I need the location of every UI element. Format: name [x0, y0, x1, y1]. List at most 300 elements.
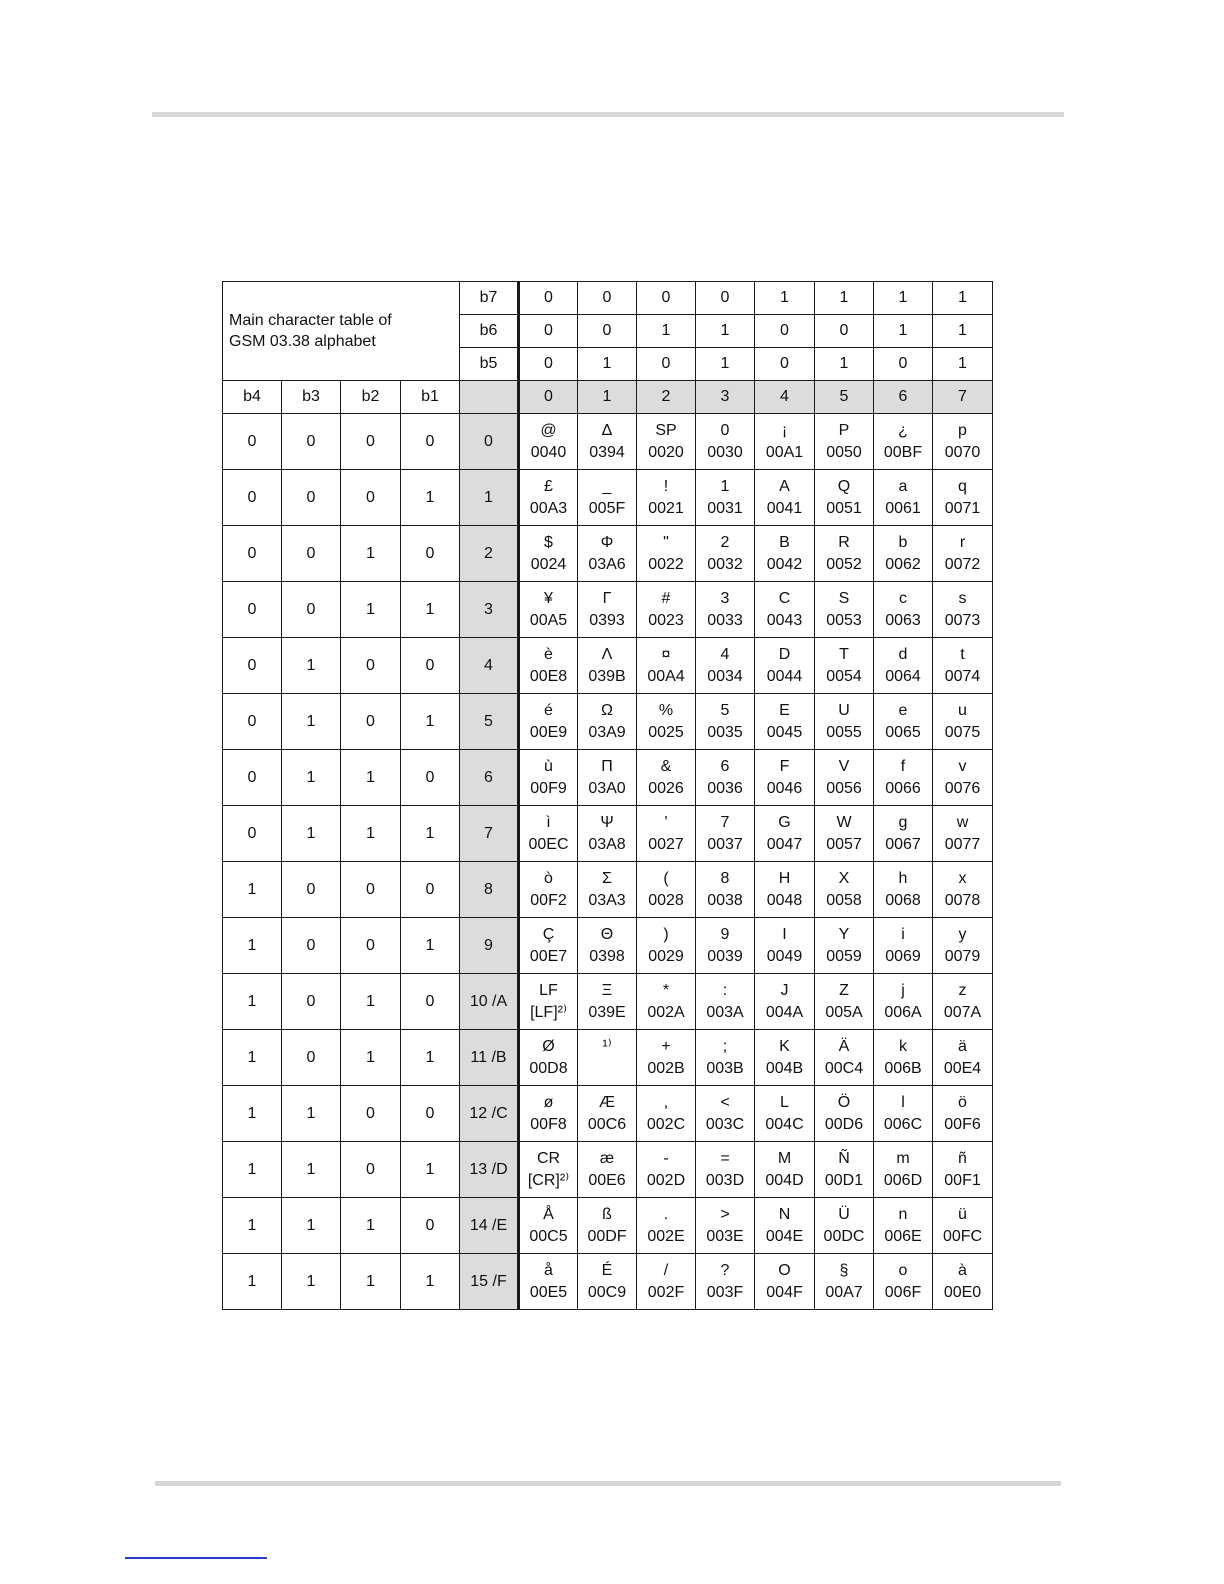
char-glyph: Λ [601, 645, 613, 663]
row-index: 4 [460, 638, 519, 694]
row-bit: 0 [223, 414, 282, 470]
table-row [223, 750, 993, 806]
char-code: 006B [884, 1059, 922, 1077]
char-glyph: å [544, 1261, 553, 1279]
char-code: 00A4 [647, 667, 685, 685]
char-glyph: Ξ [601, 981, 613, 999]
char-code: 0035 [707, 723, 743, 741]
char-glyph: u [958, 701, 967, 719]
row-bit: 0 [282, 414, 341, 470]
row-bit: 1 [223, 1030, 282, 1086]
char-glyph: / [663, 1261, 669, 1279]
row-bit: 1 [341, 974, 401, 1030]
char-glyph: . [663, 1205, 669, 1223]
char-code: 005F [588, 499, 626, 517]
char-glyph: ù [544, 757, 553, 775]
char-code: 00D8 [529, 1059, 568, 1077]
row-bit: 1 [401, 1142, 460, 1198]
char-glyph: N [778, 1205, 791, 1223]
table-row [223, 918, 993, 974]
char-code: 00DF [587, 1227, 627, 1245]
bit-value: 0 [519, 348, 578, 381]
char-code: 00F1 [944, 1171, 981, 1189]
char-glyph: è [544, 645, 553, 663]
char-glyph: ü [958, 1205, 967, 1223]
char-glyph: 5 [720, 701, 730, 719]
char-code: 0046 [766, 779, 803, 797]
row-bit: 1 [401, 918, 460, 974]
table-row [223, 1254, 993, 1310]
char-glyph: # [661, 589, 671, 607]
row-index: 1 [460, 470, 519, 526]
footer-link-underline [125, 1557, 267, 1559]
char-code: 006E [884, 1227, 922, 1245]
char-glyph: Ä [838, 1037, 850, 1055]
char-code: 0398 [589, 947, 625, 965]
table-title-line: GSM 03.38 alphabet [229, 333, 376, 350]
row-bit: 1 [341, 526, 401, 582]
char-code: 03A0 [588, 779, 626, 797]
char-code: 00EC [528, 835, 569, 853]
char-cell [755, 470, 815, 526]
char-glyph: ò [544, 869, 553, 887]
char-code: 005A [825, 1003, 863, 1021]
row-bit: 0 [401, 526, 460, 582]
char-cell [874, 974, 933, 1030]
char-glyph: P [838, 421, 850, 439]
char-cell [755, 638, 815, 694]
char-glyph: & [660, 757, 672, 775]
char-code: 0043 [766, 611, 803, 629]
char-code: 0394 [589, 443, 625, 461]
row-bit: 0 [223, 806, 282, 862]
corner-cell [460, 381, 519, 414]
char-glyph: q [958, 477, 967, 495]
char-cell [696, 1254, 755, 1310]
char-code: 0050 [826, 443, 862, 461]
char-cell [519, 694, 578, 750]
table-row [223, 414, 993, 470]
column-index-row [223, 381, 993, 414]
char-cell [874, 582, 933, 638]
row-bit: 0 [401, 1198, 460, 1254]
row-bit: 1 [223, 1142, 282, 1198]
char-glyph: f [900, 757, 906, 775]
char-code: 0063 [885, 611, 921, 629]
low-bit-header: b1 [401, 381, 460, 414]
char-glyph: LF [539, 981, 558, 999]
char-glyph: Δ [601, 421, 613, 439]
row-index: 15 /F [460, 1254, 519, 1310]
bit-value: 1 [933, 315, 993, 348]
row-index: 2 [460, 526, 519, 582]
char-code: 0074 [944, 667, 981, 685]
char-cell [933, 750, 993, 806]
char-cell [874, 526, 933, 582]
char-code: 0059 [826, 947, 862, 965]
char-cell [578, 470, 637, 526]
char-cell [874, 806, 933, 862]
char-glyph: e [898, 701, 908, 719]
char-glyph: D [778, 645, 791, 663]
char-code: 00FC [942, 1227, 983, 1245]
char-glyph: 3 [720, 589, 730, 607]
char-code: 002F [647, 1283, 685, 1301]
char-glyph: ¡ [781, 421, 788, 439]
char-code: 0047 [766, 835, 803, 853]
char-cell [519, 414, 578, 470]
char-cell [637, 918, 696, 974]
char-glyph: ! [663, 477, 669, 495]
row-bit: 1 [341, 582, 401, 638]
char-glyph: Φ [600, 533, 614, 551]
char-glyph: U [838, 701, 850, 719]
row-bit: 1 [341, 750, 401, 806]
char-cell [815, 974, 874, 1030]
char-glyph: t [960, 645, 965, 663]
char-glyph: d [898, 645, 908, 663]
char-cell [815, 638, 874, 694]
char-code: 0061 [885, 499, 921, 517]
char-code: [CR]²⁾ [527, 1171, 570, 1189]
row-bit: 0 [401, 974, 460, 1030]
char-cell [637, 1030, 696, 1086]
row-index: 0 [460, 414, 519, 470]
char-code: 00F6 [944, 1115, 981, 1133]
char-cell [933, 582, 993, 638]
row-bit: 1 [401, 1254, 460, 1310]
bit-value: 1 [696, 315, 755, 348]
char-cell [637, 1254, 696, 1310]
column-index: 4 [755, 381, 815, 414]
char-code: 0037 [707, 835, 743, 853]
row-bit: 0 [223, 638, 282, 694]
char-cell [578, 974, 637, 1030]
char-code: 0058 [826, 891, 862, 909]
char-glyph: " [663, 533, 669, 551]
char-cell [933, 918, 993, 974]
bit-value: 0 [874, 348, 933, 381]
char-glyph: ¿ [898, 421, 908, 439]
row-bit: 1 [223, 1254, 282, 1310]
char-code: 002A [647, 1003, 685, 1021]
char-glyph: æ [599, 1149, 615, 1167]
char-cell [755, 974, 815, 1030]
bit-label: b5 [460, 348, 519, 381]
char-code: 0023 [648, 611, 684, 629]
row-bit: 1 [341, 1254, 401, 1310]
char-glyph: ¹⁾ [602, 1037, 612, 1055]
bit-value: 1 [933, 348, 993, 381]
char-code: 00BF [883, 443, 923, 461]
char-glyph: ö [958, 1093, 967, 1111]
row-bit: 1 [282, 638, 341, 694]
char-cell [519, 582, 578, 638]
char-glyph: n [898, 1205, 908, 1223]
row-bit: 0 [282, 974, 341, 1030]
char-cell [696, 470, 755, 526]
char-cell [755, 526, 815, 582]
footer-rule [155, 1481, 1061, 1486]
char-code: 003B [706, 1059, 744, 1077]
row-bit: 1 [401, 694, 460, 750]
table-row [223, 862, 993, 918]
char-code: 03A3 [588, 891, 626, 909]
char-cell [933, 1198, 993, 1254]
char-code: 003C [705, 1115, 745, 1133]
char-glyph: ä [958, 1037, 967, 1055]
char-code: 0031 [707, 499, 743, 517]
char-cell [755, 862, 815, 918]
char-cell [519, 1030, 578, 1086]
char-cell [696, 638, 755, 694]
char-code: 00F8 [530, 1115, 567, 1133]
column-index: 6 [874, 381, 933, 414]
char-glyph: Æ [599, 1093, 615, 1111]
char-code: 0021 [648, 499, 684, 517]
table-row [223, 582, 993, 638]
row-index: 6 [460, 750, 519, 806]
char-cell [637, 526, 696, 582]
table-row [223, 1142, 993, 1198]
header-rule [152, 112, 1064, 117]
table-row [223, 470, 993, 526]
char-glyph: SP [655, 421, 677, 439]
char-glyph: ( [663, 869, 669, 887]
char-cell [519, 638, 578, 694]
char-cell [874, 638, 933, 694]
char-cell [637, 414, 696, 470]
char-code: 003D [705, 1171, 745, 1189]
row-bit: 0 [282, 1030, 341, 1086]
char-cell [815, 470, 874, 526]
table-row [223, 974, 993, 1030]
row-bit: 0 [282, 862, 341, 918]
char-cell [874, 1030, 933, 1086]
char-glyph: K [779, 1037, 790, 1055]
char-glyph: w [956, 813, 969, 831]
row-index: 14 /E [460, 1198, 519, 1254]
char-code: 0025 [648, 723, 684, 741]
char-code: 004E [765, 1227, 804, 1245]
char-cell [519, 470, 578, 526]
char-glyph: Σ [602, 869, 612, 887]
char-glyph: ì [546, 813, 551, 831]
char-code: 0041 [766, 499, 803, 517]
char-glyph: @ [540, 421, 557, 439]
char-code: 00E6 [588, 1171, 626, 1189]
char-glyph: ; [722, 1037, 728, 1055]
char-cell [578, 1142, 637, 1198]
char-code: 0033 [707, 611, 743, 629]
char-code: 0066 [885, 779, 921, 797]
char-glyph: - [663, 1149, 669, 1167]
char-cell [874, 1254, 933, 1310]
char-cell [637, 1086, 696, 1142]
table-row [223, 694, 993, 750]
char-cell [637, 582, 696, 638]
char-cell [933, 862, 993, 918]
char-glyph: Y [838, 925, 850, 943]
char-cell [933, 414, 993, 470]
char-glyph: £ [544, 477, 553, 495]
char-code: 0393 [589, 611, 625, 629]
char-cell [874, 414, 933, 470]
row-bit: 0 [341, 638, 401, 694]
char-cell [874, 918, 933, 974]
char-glyph: k [899, 1037, 907, 1055]
char-cell [578, 1198, 637, 1254]
char-code: 0068 [885, 891, 921, 909]
char-code: 0065 [885, 723, 921, 741]
char-glyph: E [779, 701, 790, 719]
char-cell [519, 1086, 578, 1142]
char-code: 0067 [885, 835, 921, 853]
char-code: 03A9 [588, 723, 626, 741]
row-bit: 1 [282, 694, 341, 750]
char-glyph: Ö [837, 1093, 851, 1111]
bit-value: 1 [874, 315, 933, 348]
char-code: 0032 [707, 555, 743, 573]
char-cell [637, 1198, 696, 1254]
char-glyph: y [958, 925, 967, 943]
char-code: 0071 [944, 499, 981, 517]
char-code: 0052 [826, 555, 862, 573]
char-code: 0076 [944, 779, 981, 797]
row-bit: 0 [401, 750, 460, 806]
bit-value: 0 [637, 348, 696, 381]
char-code: 0040 [530, 443, 567, 461]
char-cell [933, 470, 993, 526]
char-code: 0028 [648, 891, 684, 909]
column-index: 5 [815, 381, 874, 414]
column-index: 7 [933, 381, 993, 414]
row-bit: 0 [282, 526, 341, 582]
char-glyph: z [958, 981, 967, 999]
char-cell [637, 750, 696, 806]
char-glyph: s [958, 589, 967, 607]
column-index: 1 [578, 381, 637, 414]
char-cell [578, 1086, 637, 1142]
char-glyph: G [778, 813, 791, 831]
row-bit: 0 [341, 694, 401, 750]
row-bit: 1 [223, 918, 282, 974]
char-cell [637, 974, 696, 1030]
char-glyph: ø [543, 1093, 554, 1111]
char-glyph: C [778, 589, 791, 607]
char-code: 0049 [766, 947, 803, 965]
char-glyph: * [662, 981, 670, 999]
char-cell [696, 750, 755, 806]
char-glyph: p [958, 421, 967, 439]
char-glyph: B [779, 533, 790, 551]
char-glyph: à [958, 1261, 967, 1279]
bit-value: 0 [755, 348, 815, 381]
row-bit: 0 [223, 582, 282, 638]
char-code: 002B [647, 1059, 685, 1077]
char-code: 00E0 [943, 1283, 982, 1301]
bit-value: 1 [933, 282, 993, 315]
char-code: 0020 [648, 443, 684, 461]
char-cell [578, 1030, 637, 1086]
char-cell [874, 694, 933, 750]
char-cell [815, 1254, 874, 1310]
char-cell [874, 1142, 933, 1198]
row-bit: 0 [401, 638, 460, 694]
row-bit: 1 [401, 806, 460, 862]
char-cell [696, 1142, 755, 1198]
char-code: 0055 [826, 723, 862, 741]
char-glyph: I [782, 925, 787, 943]
char-cell [755, 1254, 815, 1310]
char-cell [637, 1142, 696, 1198]
row-bit: 0 [341, 918, 401, 974]
char-code: 0078 [944, 891, 981, 909]
char-code: 0051 [826, 499, 862, 517]
column-index: 0 [519, 381, 578, 414]
char-glyph: 2 [720, 533, 730, 551]
table-title-line: Main character table of [229, 312, 392, 329]
char-glyph: ß [602, 1205, 612, 1223]
char-glyph: § [839, 1261, 849, 1279]
bit-value: 1 [874, 282, 933, 315]
char-code: 003A [706, 1003, 744, 1021]
row-bit: 1 [401, 582, 460, 638]
char-glyph: g [898, 813, 908, 831]
row-bit: 1 [282, 806, 341, 862]
char-cell [755, 918, 815, 974]
char-cell [696, 1030, 755, 1086]
char-code: 00D6 [824, 1115, 864, 1133]
char-code: 0024 [530, 555, 567, 573]
char-glyph: ? [720, 1261, 730, 1279]
char-cell [696, 918, 755, 974]
char-glyph: Z [839, 981, 849, 999]
char-code: 00C4 [824, 1059, 864, 1077]
char-code: 006C [883, 1115, 923, 1133]
char-glyph: o [898, 1261, 908, 1279]
row-bit: 0 [401, 1086, 460, 1142]
char-code: 00F9 [530, 779, 567, 797]
column-index: 3 [696, 381, 755, 414]
char-glyph: CR [536, 1149, 561, 1167]
char-code: 0056 [826, 779, 862, 797]
char-cell [578, 414, 637, 470]
char-cell [696, 974, 755, 1030]
char-code: 0022 [648, 555, 684, 573]
char-code: 0042 [766, 555, 803, 573]
char-glyph: 0 [720, 421, 730, 439]
column-index: 2 [637, 381, 696, 414]
char-cell [755, 1142, 815, 1198]
char-cell [815, 918, 874, 974]
char-cell [815, 1142, 874, 1198]
char-cell [578, 918, 637, 974]
char-cell [519, 918, 578, 974]
char-cell [696, 1086, 755, 1142]
char-glyph: A [779, 477, 790, 495]
char-glyph: Ψ [600, 813, 614, 831]
char-glyph: 1 [720, 477, 730, 495]
table-row [223, 1086, 993, 1142]
bit-value: 1 [637, 315, 696, 348]
char-glyph: F [779, 757, 790, 775]
char-cell [815, 526, 874, 582]
char-glyph: J [780, 981, 789, 999]
row-bit: 1 [223, 1086, 282, 1142]
char-glyph: X [838, 869, 850, 887]
char-cell [696, 694, 755, 750]
